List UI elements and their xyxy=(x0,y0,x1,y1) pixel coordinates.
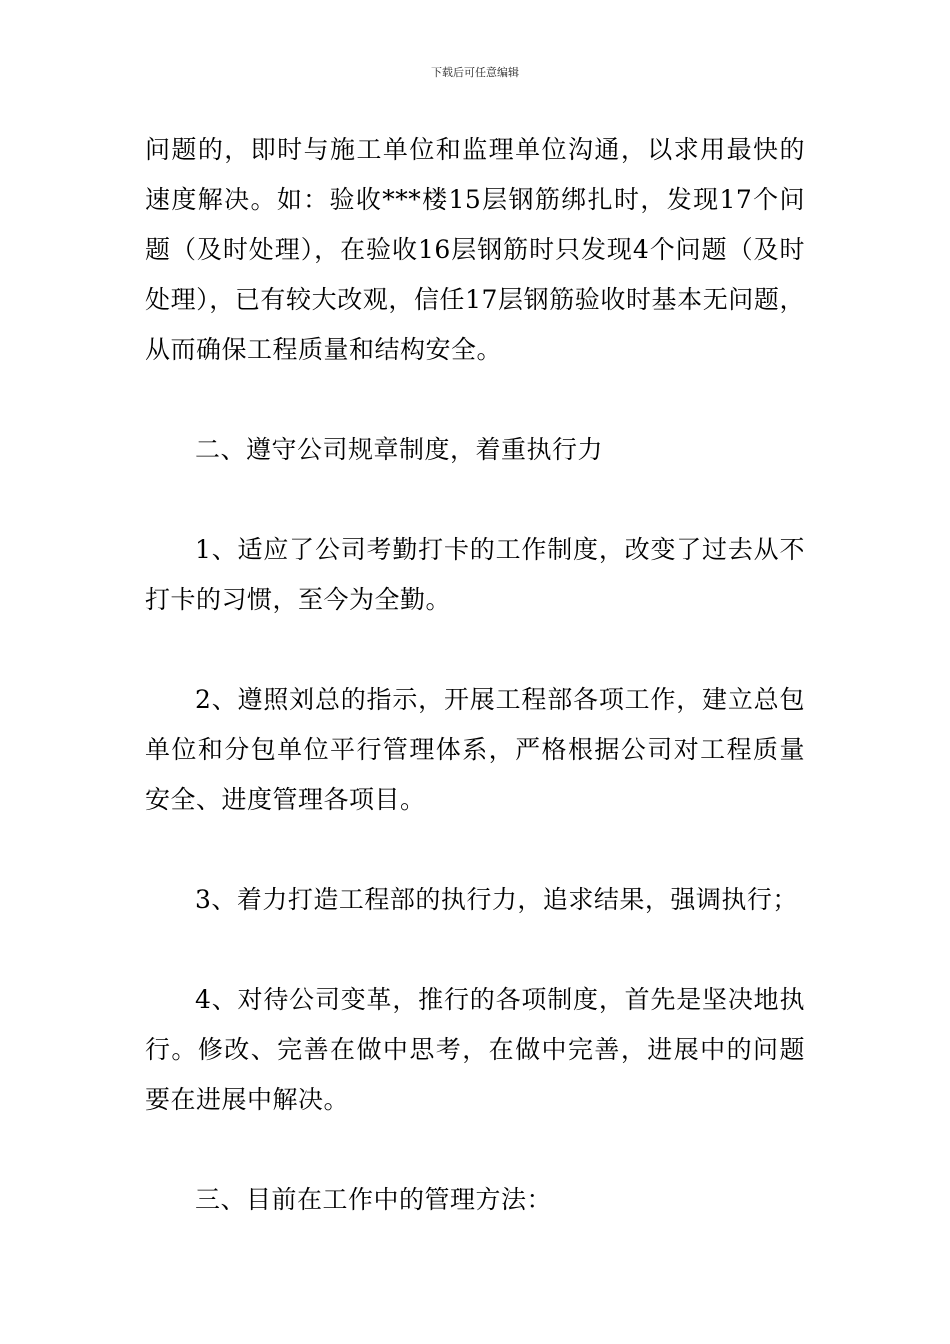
paragraph-gap xyxy=(145,375,805,425)
list-item-1: 1、适应了公司考勤打卡的工作制度，改变了过去从不打卡的习惯，至今为全勤。 xyxy=(145,535,805,614)
document-body xyxy=(145,125,805,1225)
paragraph-gap xyxy=(145,625,805,675)
paragraph-gap xyxy=(145,1125,805,1175)
paragraph-gap xyxy=(145,475,805,525)
paragraph-continuation: 问题的，即时与施工单位和监理单位沟通，以求用最快的速度解决。如：验收***楼15层钢筋绑扎时，发现17个问题（及时处理），在验收16层钢筋时只发现4个问题（及时处理），已有较大改观，信任17层钢筋验收时基本无问题，从而确保工程质量和结构安全。 xyxy=(145,135,805,364)
section-heading-2: 二、遵守公司规章制度，着重执行力 xyxy=(195,435,604,464)
list-item-4: 4、对待公司变革，推行的各项制度，首先是坚决地执行。修改、完善在做中思考，在做中完善，进展中的问题要在进展中解决。 xyxy=(145,985,805,1114)
list-item-2: 2、遵照刘总的指示，开展工程部各项工作，建立总包单位和分包单位平行管理体系，严格根据公司对工程质量安全、进度管理各项目。 xyxy=(145,685,805,814)
list-item-3: 3、着力打造工程部的执行力，追求结果，强调执行； xyxy=(195,885,798,914)
paragraph-gap xyxy=(145,925,805,975)
page-header: 下载后可任意编辑 xyxy=(431,66,519,79)
section-heading-3: 三、目前在工作中的管理方法： xyxy=(195,1185,553,1214)
paragraph-gap xyxy=(145,825,805,875)
